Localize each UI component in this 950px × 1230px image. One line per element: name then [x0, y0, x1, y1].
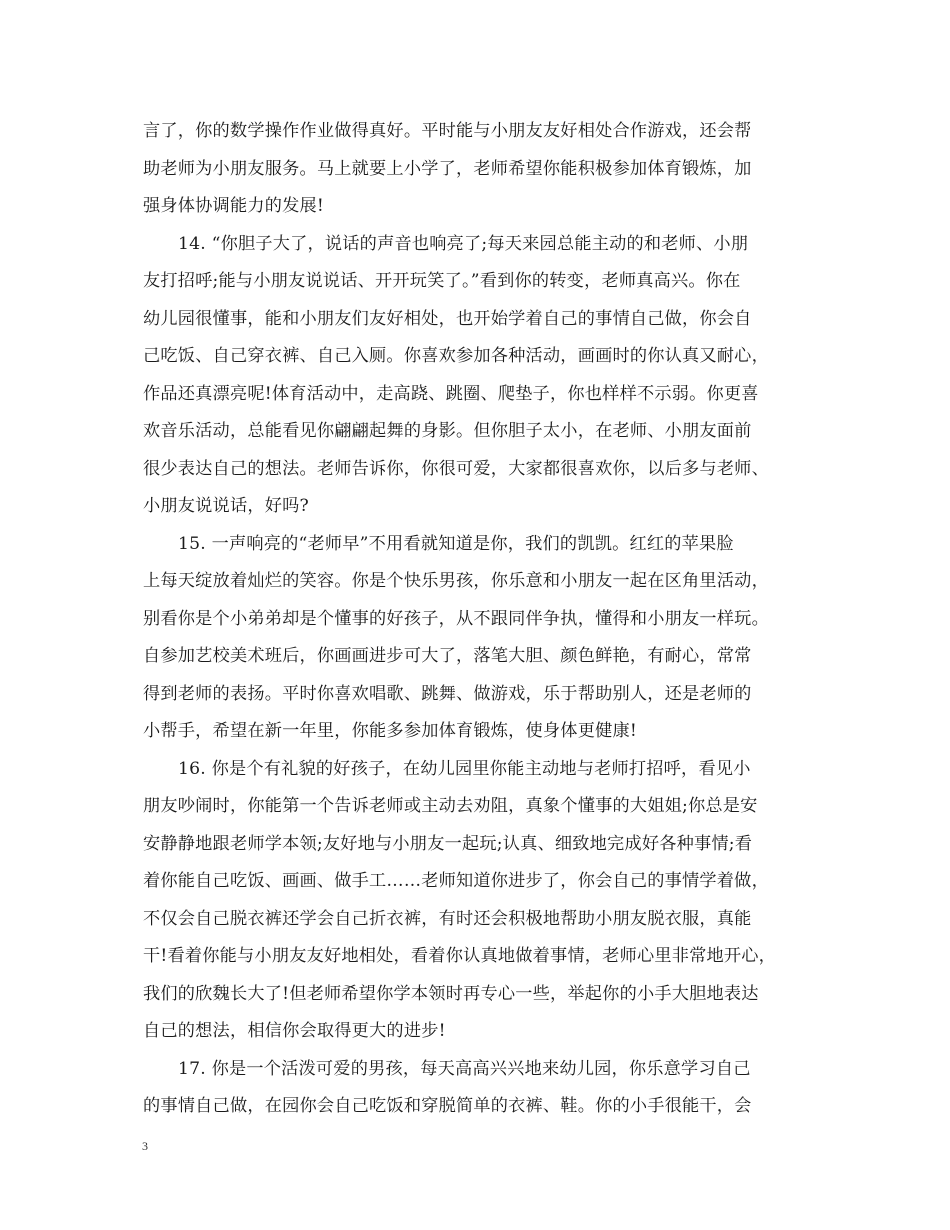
- text-line: 朋友吵闹时，你能第一个告诉老师或主动去劝阻，真象个懂事的大姐姐;你总是安: [143, 796, 758, 816]
- paragraph-start-17: 17. 你是一个活泼可爱的男孩，每天高高兴兴地来幼儿园，你乐意学习自己: [178, 1059, 751, 1079]
- text-line: 着你能自己吃饭、画画、做手工……老师知道你进步了，你会自己的事情学着做，: [143, 871, 769, 891]
- text-line: 友打招呼;能与小朋友说说话、开开玩笑了。”看到你的转变，老师真高兴。你在: [143, 271, 741, 291]
- text-line: 我们的欣魏长大了!但老师希望你学本领时再专心一些，举起你的小手大胆地表达: [143, 984, 759, 1004]
- text-line: 干!看着你能与小朋友友好地相处，看着你认真地做着事情，老师心里非常地开心，: [143, 946, 777, 966]
- text-line: 作品还真漂亮呢!体育活动中，走高跷、跳圈、爬垫子，你也样样不示弱。你更喜: [143, 384, 759, 404]
- text-line: 己吃饭、自己穿衣裤、自己入厕。你喜欢参加各种活动，画画时的你认真又耐心，: [143, 346, 769, 366]
- text-line: 小帮手，希望在新一年里，你能多参加体育锻炼，使身体更健康!: [143, 721, 637, 741]
- text-line: 幼儿园很懂事，能和小朋友们友好相处，也开始学着自己的事情自己做，你会自: [143, 309, 752, 329]
- text-line: 自参加艺校美术班后，你画画进步可大了，落笔大胆、颜色鲜艳，有耐心，常常: [143, 646, 752, 666]
- text-line: 的事情自己做，在园你会自己吃饭和穿脱简单的衣裤、鞋。你的小手很能干，会: [143, 1096, 752, 1116]
- paragraph-start-16: 16. 你是个有礼貌的好孩子，在幼儿园里你能主动地与老师打招呼，看见小: [178, 759, 751, 779]
- text-line: 自己的想法，相信你会取得更大的进步!: [143, 1021, 446, 1041]
- text-line: 上每天绽放着灿烂的笑容。你是个快乐男孩，你乐意和小朋友一起在区角里活动，: [143, 571, 769, 591]
- text-line: 小朋友说说话，好吗?: [143, 496, 309, 516]
- text-line: 言了，你的数学操作作业做得真好。平时能与小朋友友好相处合作游戏，还会帮: [143, 121, 752, 141]
- text-line: 得到老师的表扬。平时你喜欢唱歌、跳舞、做游戏，乐于帮助别人，还是老师的: [143, 684, 752, 704]
- text-line: 安静静地跟老师学本领;友好地与小朋友一起玩;认真、细致地完成好各种事情;看: [143, 834, 753, 854]
- page-number: 3: [142, 1139, 148, 1153]
- text-line: 欢音乐活动，总能看见你翩翩起舞的身影。但你胆子太小，在老师、小朋友面前: [143, 421, 752, 441]
- text-line: 不仅会自己脱衣裤还学会自己折衣裤，有时还会积极地帮助小朋友脱衣服，真能: [143, 909, 752, 929]
- text-line: 助老师为小朋友服务。马上就要上小学了，老师希望你能积极参加体育锻炼，加: [143, 159, 752, 179]
- text-line: 强身体协调能力的发展!: [143, 196, 324, 216]
- paragraph-start-15: 15. 一声响亮的“老师早”不用看就知道是你，我们的凯凯。红红的苹果脸: [178, 534, 734, 554]
- text-line: 很少表达自己的想法。老师告诉你，你很可爱，大家都很喜欢你，以后多与老师、: [143, 459, 769, 479]
- paragraph-start-14: 14. “你胆子大了，说话的声音也响亮了;每天来园总能主动的和老师、小朋: [178, 234, 749, 254]
- text-line: 别看你是个小弟弟却是个懂事的好孩子，从不跟同伴争执，懂得和小朋友一样玩。: [143, 609, 769, 629]
